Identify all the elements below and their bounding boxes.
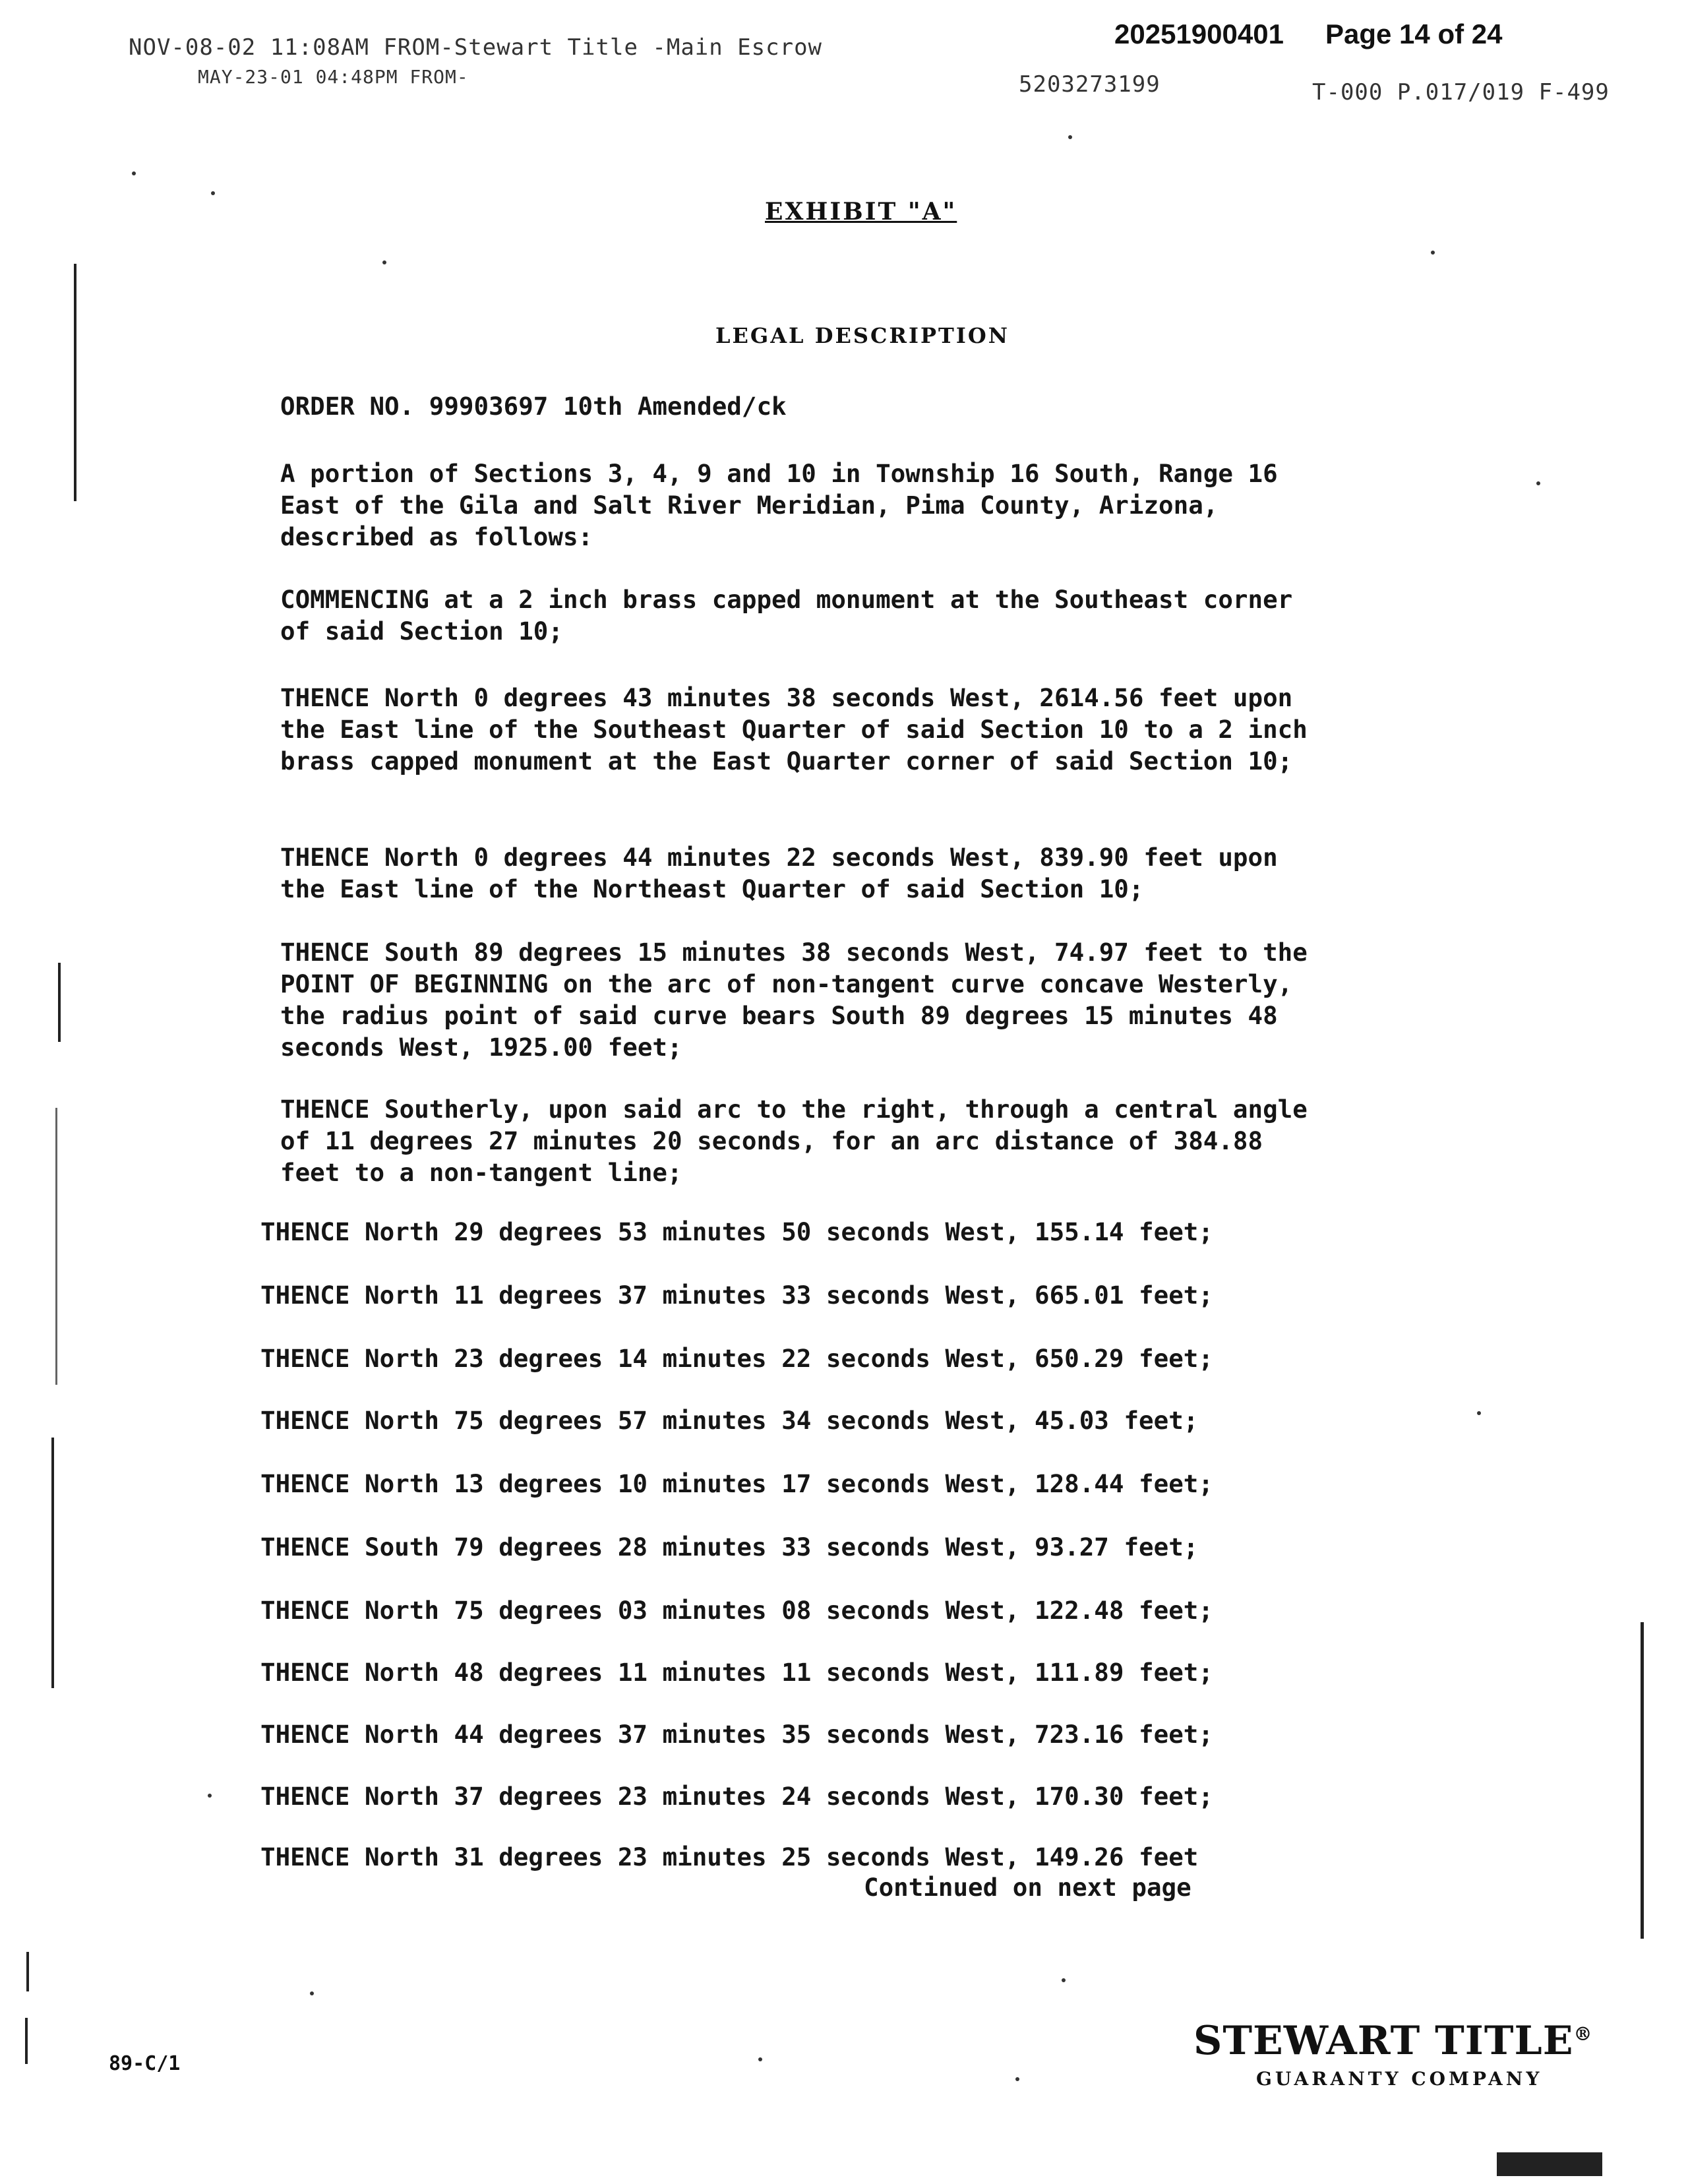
scan-speck	[1477, 1411, 1481, 1415]
paragraph-thence-1: THENCE North 0 degrees 43 minutes 38 seconds West, 2614.56 feet upon the East line of the Southeast Quarter of said Section 10 to a 2 inch brass capped monument at the East Quarter corner of said Section 10;	[280, 683, 1308, 775]
scan-edge-block	[1497, 2152, 1602, 2176]
scan-edge-mark	[55, 1108, 57, 1385]
call-line: THENCE North 48 degrees 11 minutes 11 seconds West, 111.89 feet;	[260, 1658, 1213, 1687]
order-number: ORDER NO. 99903697 10th Amended/ck	[280, 392, 787, 421]
scan-speck	[1015, 2077, 1019, 2081]
call-line: THENCE North 37 degrees 23 minutes 24 seconds West, 170.30 feet;	[260, 1782, 1213, 1811]
scan-edge-mark	[51, 1438, 54, 1688]
scan-speck	[132, 171, 136, 175]
registered-mark: ®	[1573, 2023, 1593, 2045]
call-line: THENCE North 11 degrees 37 minutes 33 seconds West, 665.01 feet;	[260, 1281, 1213, 1310]
form-code: 89-C/1	[109, 2052, 181, 2075]
scan-speck	[1068, 135, 1072, 139]
scan-speck	[382, 260, 386, 264]
call-line: THENCE South 79 degrees 28 minutes 33 seconds West, 93.27 feet;	[260, 1532, 1199, 1562]
brand-name: STEWART TITLE	[1193, 2018, 1574, 2064]
exhibit-title: EXHIBIT "A"	[765, 198, 957, 226]
scan-edge-mark	[25, 2018, 28, 2064]
fax-header-line-1: NOV-08-02 11:08AM FROM-Stewart Title -Main Escrow	[129, 34, 823, 61]
scan-edge-mark	[26, 1952, 29, 1991]
scan-speck	[208, 1794, 212, 1798]
call-line: THENCE North 31 degrees 23 minutes 25 seconds West, 149.26 feet	[260, 1842, 1199, 1871]
scan-speck	[1536, 481, 1540, 485]
call-line: THENCE North 75 degrees 57 minutes 34 seconds West, 45.03 feet;	[260, 1406, 1199, 1435]
paragraph-thence-2: THENCE North 0 degrees 44 minutes 22 seconds West, 839.90 feet upon the East line of the Northeast Quarter of said Section 10;	[280, 843, 1278, 903]
fax-phone: 5203273199	[1019, 71, 1160, 98]
call-line: THENCE North 13 degrees 10 minutes 17 seconds West, 128.44 feet;	[260, 1469, 1213, 1498]
fax-code: T-000 P.017/019 F-499	[1312, 79, 1610, 106]
paragraph-curve: THENCE Southerly, upon said arc to the right, through a central angle of 11 degrees 27 minutes 20 seconds, for an arc distance of 384.88 feet to a non-tangent line;	[280, 1095, 1308, 1187]
brand-subtitle: GUARANTY COMPANY	[1256, 2068, 1543, 2090]
scan-edge-mark	[58, 963, 61, 1042]
section-heading: LEGAL DESCRIPTION	[715, 323, 1010, 348]
scan-speck	[1062, 1978, 1066, 1982]
brand-logo	[1193, 2018, 1592, 2064]
scan-edge-mark	[74, 264, 76, 501]
scan-speck	[211, 191, 215, 195]
page-label: Page 14 of 24	[1325, 18, 1503, 49]
call-line: THENCE North 23 degrees 14 minutes 22 seconds West, 650.29 feet;	[260, 1344, 1213, 1373]
document-number: 20251900401	[1114, 18, 1284, 49]
paragraph-point-of-beginning: THENCE South 89 degrees 15 minutes 38 seconds West, 74.97 feet to the POINT OF BEGINNING on the arc of non-tangent curve concave Westerly, the radius point of said curve bears South 89 degrees 15 minutes 48 seconds West, 1925.00 feet;	[280, 938, 1308, 1062]
call-line: THENCE North 75 degrees 03 minutes 08 seconds West, 122.48 feet;	[260, 1596, 1213, 1625]
paragraph-intro: A portion of Sections 3, 4, 9 and 10 in Township 16 South, Range 16 East of the Gila and Salt River Meridian, Pima County, Arizona, described as follows:	[280, 459, 1278, 551]
call-line: THENCE North 44 degrees 37 minutes 35 seconds West, 723.16 feet;	[260, 1720, 1213, 1749]
continued-note: Continued on next page	[864, 1873, 1191, 1902]
scan-speck	[758, 2057, 762, 2061]
scan-speck	[310, 1991, 314, 1995]
call-line: THENCE North 29 degrees 53 minutes 50 seconds West, 155.14 feet;	[260, 1217, 1213, 1246]
scan-edge-mark	[1641, 1622, 1644, 1939]
paragraph-commencing: COMMENCING at a 2 inch brass capped monument at the Southeast corner of said Section 10;	[280, 585, 1293, 646]
scan-speck	[1431, 251, 1435, 255]
fax-header-line-2: MAY-23-01 04:48PM FROM-	[198, 66, 469, 88]
